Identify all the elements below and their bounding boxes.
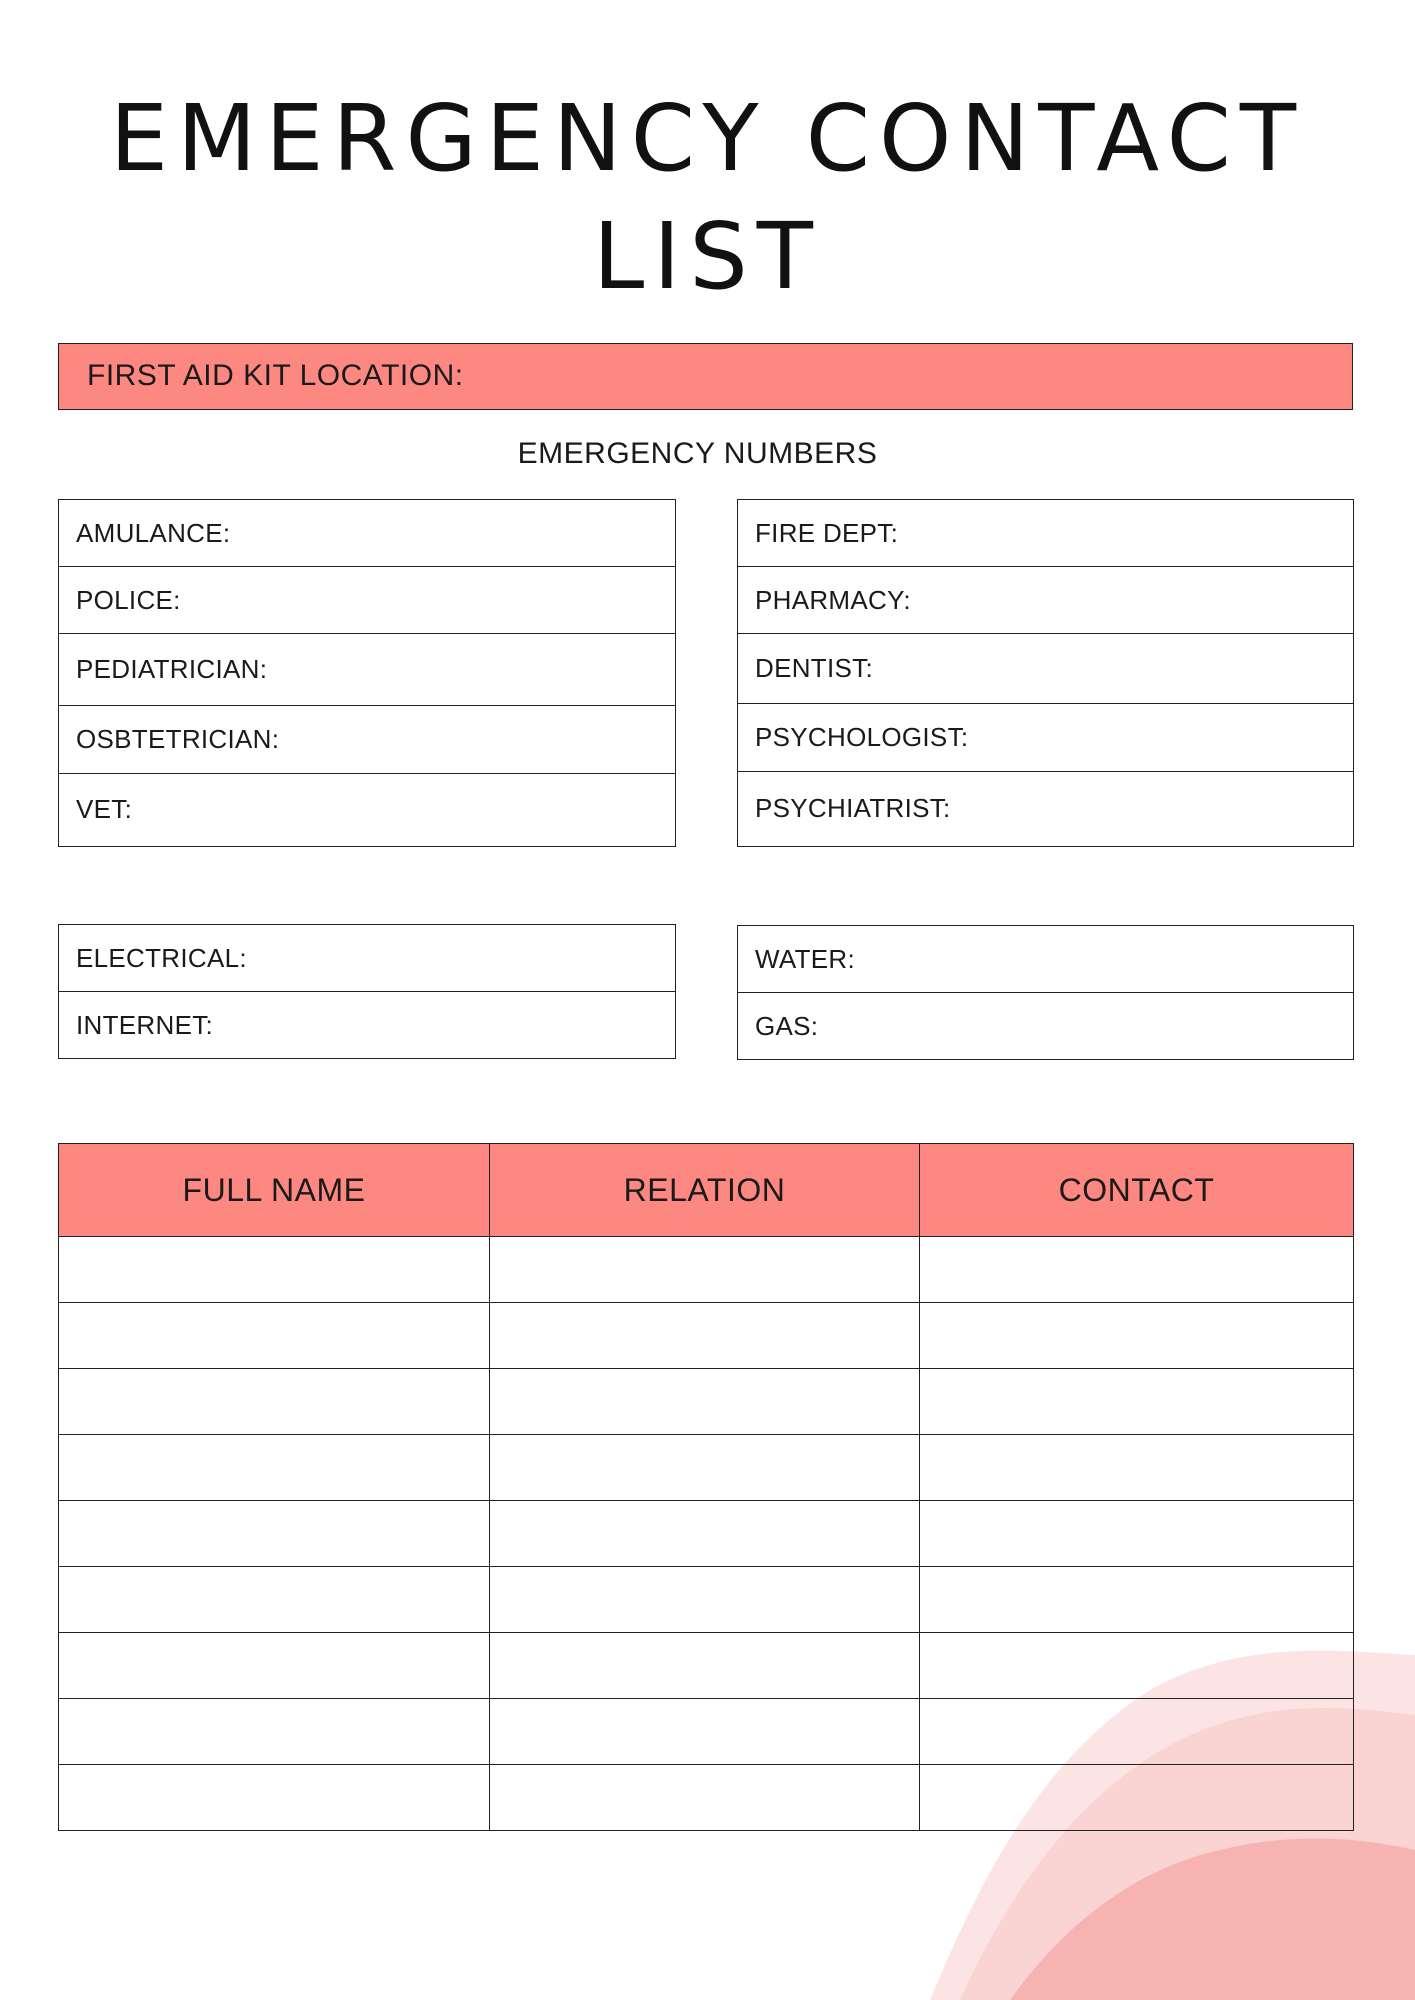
contact-row: [59, 1369, 1354, 1435]
water-field[interactable]: WATER:: [738, 926, 1353, 993]
vet-field[interactable]: VET:: [76, 794, 133, 824]
emergency-numbers-left-box: [58, 499, 676, 847]
contacts-body: [59, 1237, 1354, 1831]
pharmacy-field[interactable]: PHARMACY:: [738, 567, 1353, 634]
psychiatrist-field[interactable]: PSYCHIATRIST:: [755, 793, 951, 823]
contacts-header-row: [59, 1144, 1354, 1237]
contact-column-header: CONTACT: [920, 1144, 1354, 1237]
contact-row: [59, 1501, 1354, 1567]
relation-cell[interactable]: [490, 1369, 920, 1435]
contacts-table: [58, 1143, 1354, 1831]
first-aid-kit-location-field[interactable]: [58, 343, 1353, 410]
full-name-cell[interactable]: [59, 1435, 490, 1501]
full-name-column-header: FULL NAME: [59, 1144, 490, 1237]
contact-cell[interactable]: [920, 1501, 1354, 1567]
psychologist-field[interactable]: PSYCHOLOGIST:: [738, 704, 1353, 772]
contact-cell[interactable]: [920, 1765, 1354, 1831]
full-name-cell[interactable]: [59, 1237, 490, 1303]
relation-cell[interactable]: [490, 1501, 920, 1567]
contact-cell[interactable]: [920, 1369, 1354, 1435]
full-name-cell[interactable]: [59, 1765, 490, 1831]
contact-cell[interactable]: [920, 1435, 1354, 1501]
gas-field[interactable]: GAS:: [755, 1011, 819, 1041]
first-aid-kit-location-label: FIRST AID KIT LOCATION:: [87, 359, 464, 392]
relation-cell[interactable]: [490, 1237, 920, 1303]
page-title: [0, 80, 1415, 316]
contact-cell[interactable]: [920, 1699, 1354, 1765]
internet-field[interactable]: INTERNET:: [76, 1010, 214, 1040]
relation-cell[interactable]: [490, 1435, 920, 1501]
ambulance-field[interactable]: AMULANCE:: [59, 500, 675, 567]
relation-cell[interactable]: [490, 1765, 920, 1831]
full-name-cell[interactable]: [59, 1501, 490, 1567]
relation-cell[interactable]: [490, 1699, 920, 1765]
contact-row: [59, 1303, 1354, 1369]
title-line-1: EMERGENCY CONTACT: [109, 85, 1306, 192]
contact-cell[interactable]: [920, 1237, 1354, 1303]
full-name-cell[interactable]: [59, 1369, 490, 1435]
dentist-field[interactable]: DENTIST:: [738, 634, 1353, 704]
contact-row: [59, 1237, 1354, 1303]
full-name-cell[interactable]: [59, 1567, 490, 1633]
title-line-2: LIST: [593, 203, 822, 310]
relation-column-header: RELATION: [490, 1144, 920, 1237]
utilities-left-box: [58, 924, 676, 1059]
fire-dept-field[interactable]: FIRE DEPT:: [738, 500, 1353, 567]
emergency-numbers-heading: EMERGENCY NUMBERS: [517, 437, 878, 470]
police-field[interactable]: POLICE:: [59, 567, 675, 634]
contact-row: [59, 1765, 1354, 1831]
contact-row: [59, 1567, 1354, 1633]
contact-cell[interactable]: [920, 1633, 1354, 1699]
relation-cell[interactable]: [490, 1633, 920, 1699]
electrical-field[interactable]: ELECTRICAL:: [59, 925, 675, 992]
relation-cell[interactable]: [490, 1567, 920, 1633]
contact-cell[interactable]: [920, 1567, 1354, 1633]
obstetrician-field[interactable]: OSBTETRICIAN:: [59, 706, 675, 774]
full-name-cell[interactable]: [59, 1633, 490, 1699]
pediatrician-field[interactable]: PEDIATRICIAN:: [59, 634, 675, 706]
relation-cell[interactable]: [490, 1303, 920, 1369]
utilities-right-box: [737, 925, 1354, 1060]
contact-row: [59, 1435, 1354, 1501]
full-name-cell[interactable]: [59, 1699, 490, 1765]
contact-row: [59, 1699, 1354, 1765]
emergency-numbers-right-box: [737, 499, 1354, 847]
full-name-cell[interactable]: [59, 1303, 490, 1369]
contact-row: [59, 1633, 1354, 1699]
contact-cell[interactable]: [920, 1303, 1354, 1369]
